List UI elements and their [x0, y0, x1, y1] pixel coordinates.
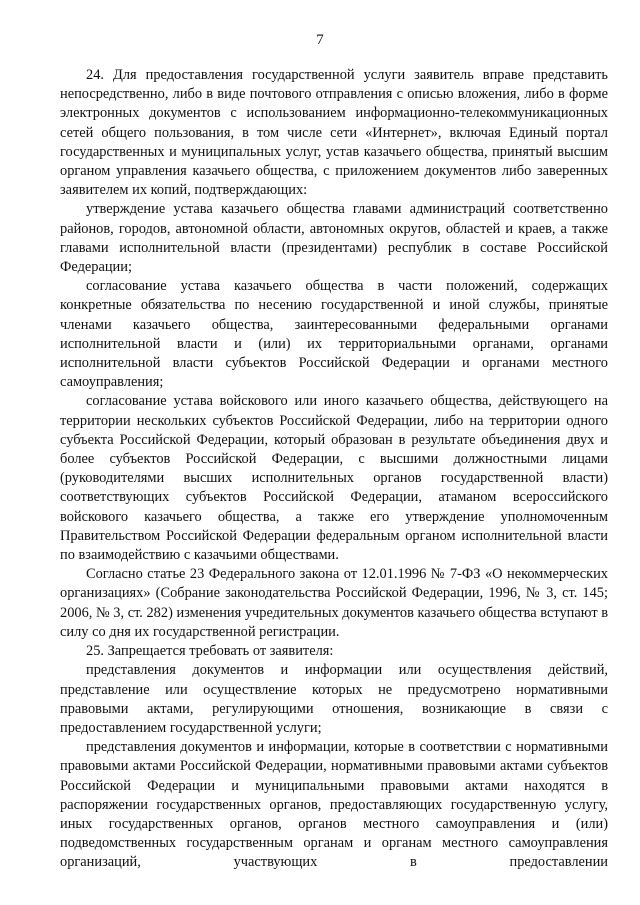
paragraph-charter-approval: утверждение устава казачьего общества главами администраций соответственно районов, городов, автономной области, автономных округов, областей и краев, а также главами исполнительной власти (президентами) республик в составе Российской Федерации; [60, 201, 608, 276]
page-number: 7 [316, 32, 324, 48]
paragraph-charter-agreement-military: согласование устава войскового или иного казачьего общества, действующего на территории нескольких субъектов Российской Федерации, либо на территории одного субъекта Российской Федерации, который образован в результате объединения двух и более субъектов Российской Федерации, с высшими должностными лицами (руководителями высших исполнительных органов государственной власти) соответствующих субъектов Российской Федерации, атаманом всероссийского войскового казачьего общества, а также его утверждение уполномоченным Правительством Российской Федерации федеральным органом исполнительной власти по взаимодействию с казачьими обществами. [60, 393, 608, 564]
paragraph-federal-law-reference: Согласно статье 23 Федерального закона от 12.01.1996 № 7-ФЗ «О некоммерческих организациях» (Собрание законодательства Российской Федерации, 1996, № 3, ст. 145; 2006, № 3, ст. 282) изменения учредительных документов казачьего общества вступают в силу со дня их государственной регистрации. [60, 566, 608, 640]
paragraph-prohibited-information: представления документов и информации, которые в соответствии с нормативными правовыми актами Российской Федерации, нормативными правовыми актами субъектов Российской Федерации и муниципальными правовыми актами находятся в распоряжении государственных органов, предоставляющих государственную услугу, иных государственных органов, органов местного самоуправления и (или) подведомственных государственным органам и органам местного самоуправления организаций, участвующих в предоставлении [60, 739, 608, 871]
paragraph-prohibited-documents: представления документов и информации или осуществления действий, представление или осуществление которых не предусмотрено нормативными правовыми актами, регулирующими отношения, возникающие в связи с предоставлением государственной услуги; [60, 662, 608, 736]
document-body [60, 66, 608, 873]
paragraph-25-heading: 25. Запрещается требовать от заявителя: [86, 643, 334, 660]
paragraph-24-intro: 24. Для предоставления государственной услуги заявитель вправе представить непосредственно, либо в виде почтового отправления с описью вложения, либо в форме электронных документов с использованием информационно-телекоммуникационных сетей общего пользования, в том числе сети «Интернет», включая Единый портал государственных и муниципальных услуг, устав казачьего общества, принятый высшим органом управления казачьего общества, с приложением документов либо заверенных заявителем их копий, подтверждающих: [60, 67, 608, 199]
paragraph-charter-agreement-service: согласование устава казачьего общества в части положений, содержащих конкретные обязательства по несению государственной и иной службы, принятые членами казачьего общества, заинтересованными федеральными органами исполнительной власти и (или) их территориальными органами, органами исполнительной власти субъектов Российской Федерации и органами местного самоуправления; [60, 278, 608, 391]
